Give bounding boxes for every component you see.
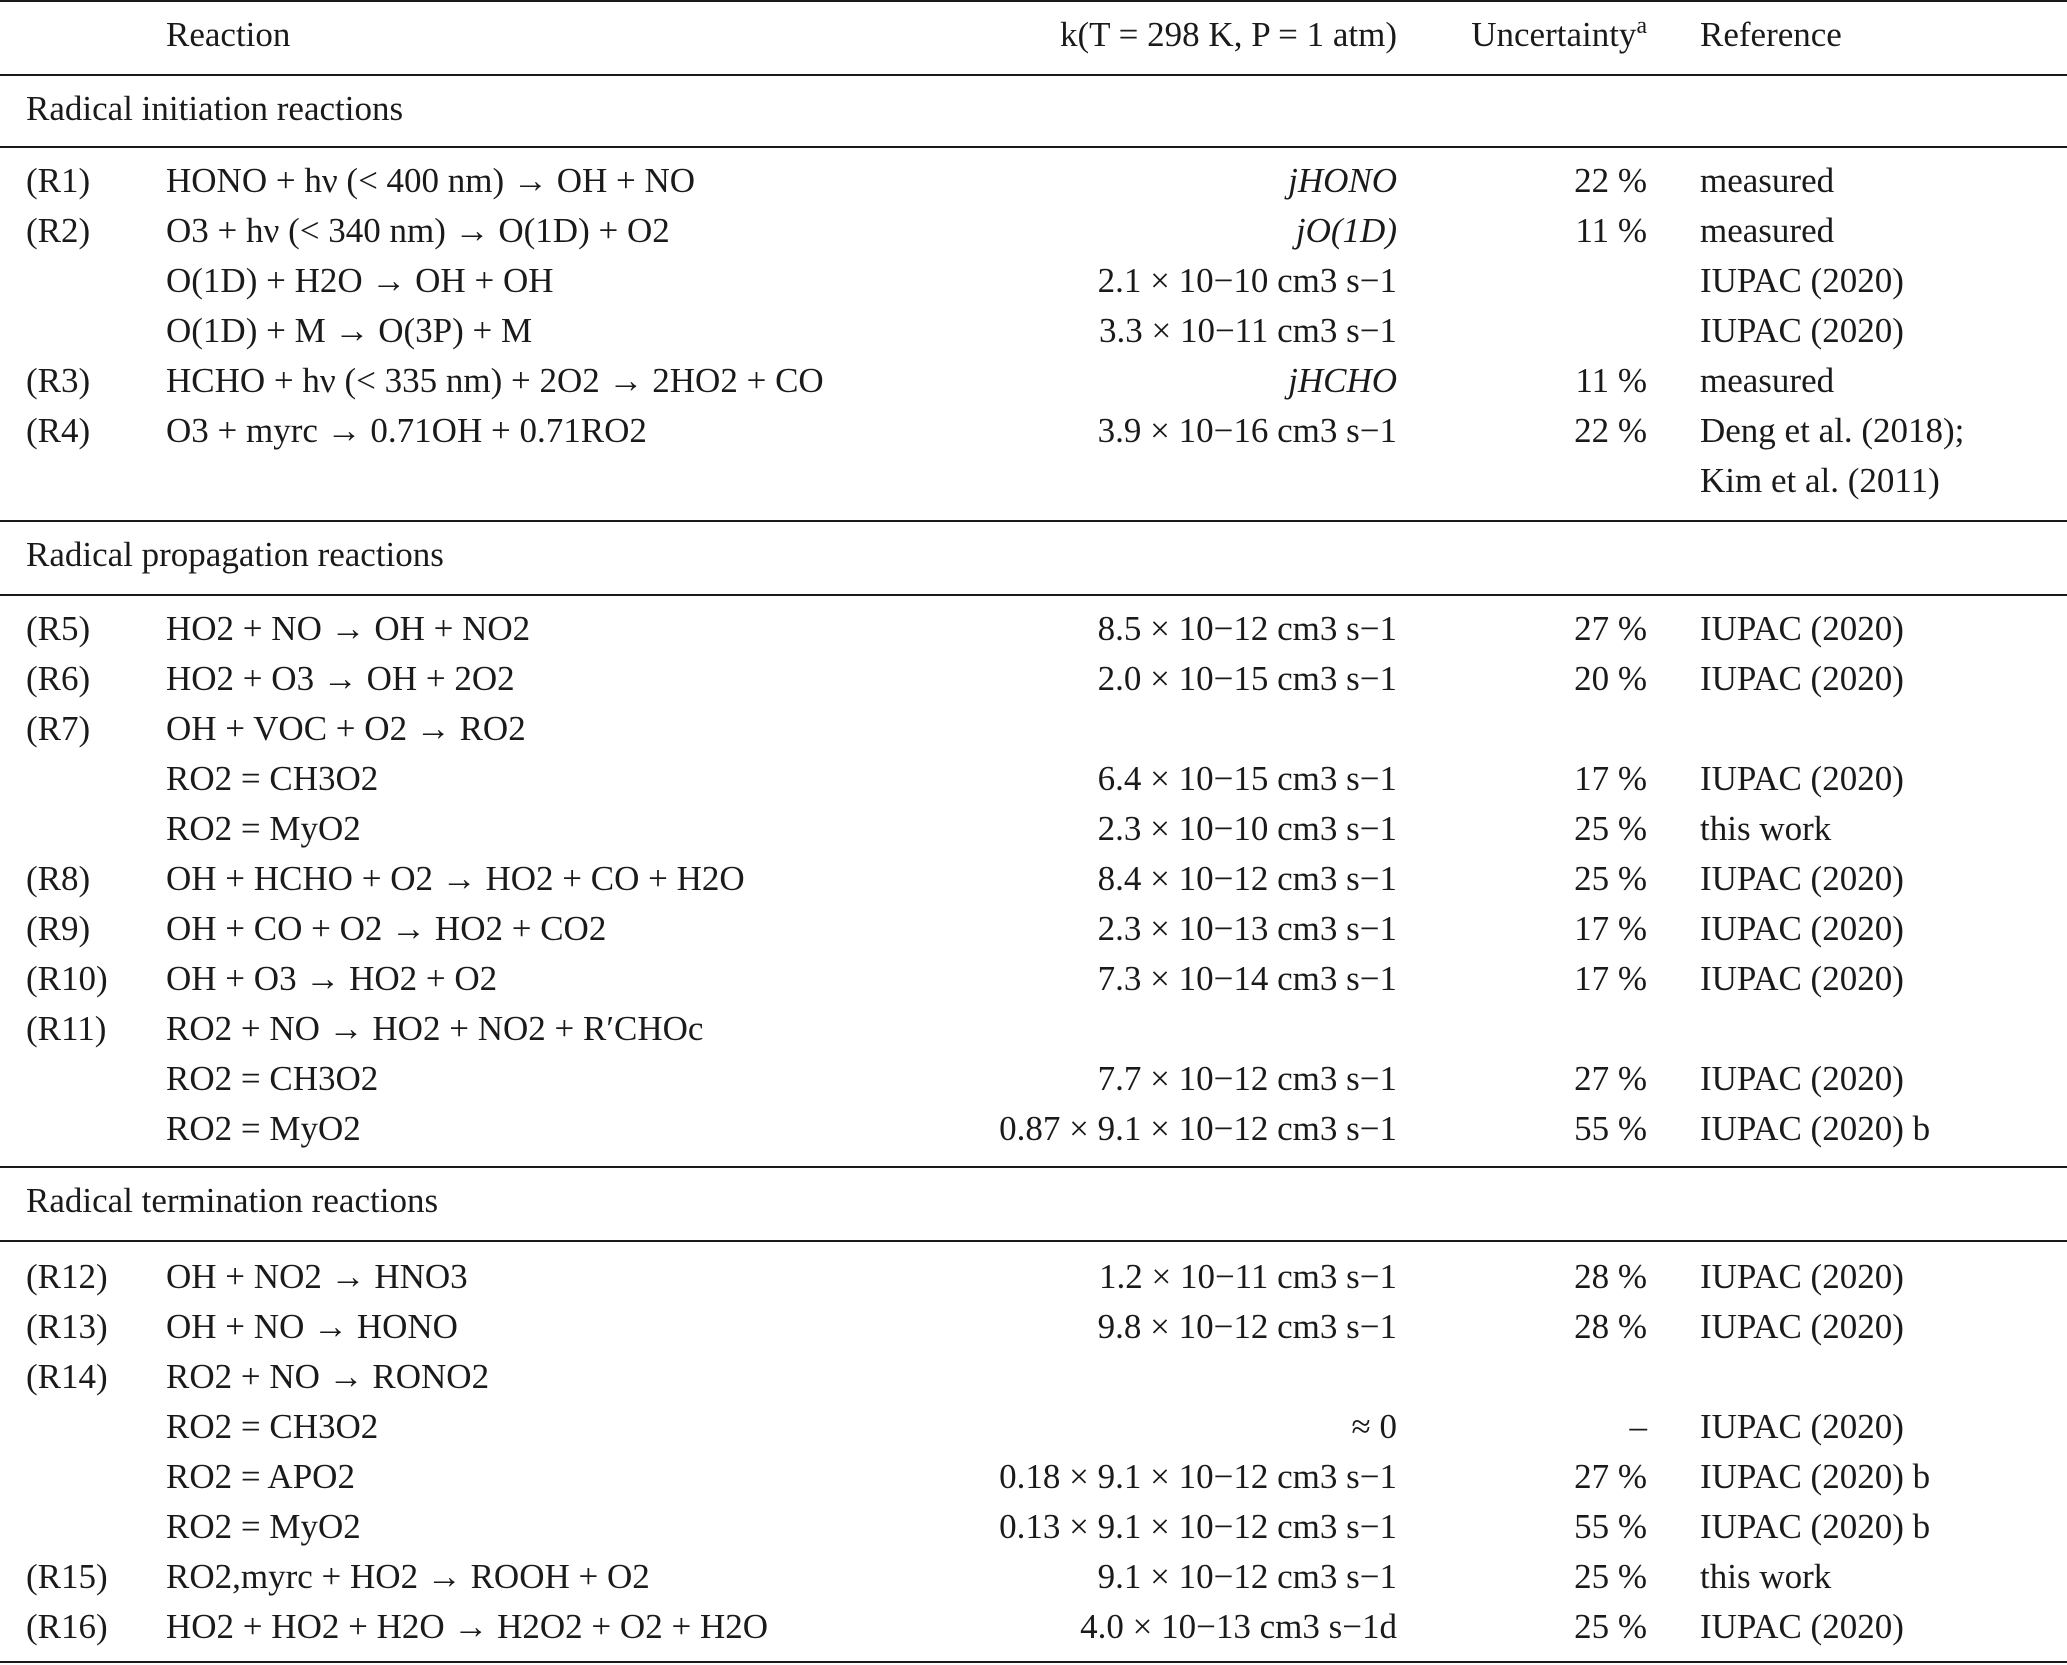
reference: IUPAC (2020) [1700,659,1904,698]
reaction-equation: O3 + hν (< 340 nm) → O(1D) + O2 [166,211,670,250]
uncertainty: 25 % [1574,809,1647,848]
rate-constant: 9.8 × 10−12 cm3 s−1 [1097,1307,1397,1346]
rate-constant: 3.3 × 10−11 cm3 s−1 [1098,311,1397,350]
reaction-id: (R6) [26,659,91,698]
rule-section [0,594,2067,596]
reference: measured [1700,161,1835,200]
table-header [0,10,2067,60]
reaction-equation: RO2 + NO → RONO2 [166,1357,490,1396]
section-title [0,530,2067,580]
uncertainty: 28 % [1574,1257,1647,1296]
reaction-id: (R16) [26,1607,108,1646]
rate-constant: 3.9 × 10−16 cm3 s−1 [1097,411,1397,450]
section-termination: Radical termination reactions [26,1181,439,1220]
reaction-id: (R11) [26,1009,107,1048]
rate-constant: 7.3 × 10−14 cm3 s−1 [1097,959,1397,998]
rule-section [0,1166,2067,1168]
reaction-equation: OH + CO + O2 → HO2 + CO2 [166,909,607,948]
uncertainty: 25 % [1574,1557,1647,1596]
uncertainty: 11 % [1575,361,1647,400]
reaction-equation: RO2 = MyO2 [166,809,361,848]
reaction-id: (R14) [26,1357,108,1396]
reaction-equation: OH + NO → HONO [166,1307,458,1346]
header-uncertainty-sup: a [1636,12,1647,39]
table-row [0,1402,2067,1452]
reference: IUPAC (2020) b [1700,1507,1931,1546]
table-row [0,1552,2067,1602]
header-reference: Reference [1700,15,1842,54]
reaction-equation: RO2 = CH3O2 [166,759,379,798]
rate-constant: 6.4 × 10−15 cm3 s−1 [1097,759,1397,798]
reference: IUPAC (2020) [1700,311,1904,350]
header-uncertainty [1471,10,1647,60]
reaction-equation: RO2 = MyO2 [166,1507,361,1546]
table-row [0,256,2067,306]
rate-constant: 8.5 × 10−12 cm3 s−1 [1097,609,1397,648]
table-row [0,1252,2067,1302]
reaction-id: (R15) [26,1557,108,1596]
table-row [0,1602,2067,1652]
uncertainty: 22 % [1574,411,1647,450]
rule-top [0,0,2067,2]
reference: IUPAC (2020) b [1700,1109,1931,1148]
uncertainty: 11 % [1575,211,1647,250]
uncertainty: 27 % [1574,1059,1647,1098]
reference: IUPAC (2020) [1700,1059,1904,1098]
rate-constant: 1.2 × 10−11 cm3 s−1 [1098,1257,1397,1296]
rate-constant: ≈ 0 [1351,1407,1397,1446]
reaction-equation: O(1D) + H2O → OH + OH [166,261,554,300]
reaction-id: (R7) [26,709,91,748]
header-reaction: Reaction [166,15,291,54]
reaction-id: (R4) [26,411,91,450]
table-row [0,206,2067,256]
section-initiation: Radical initiation reactions [26,89,404,128]
reaction-equation: RO2 = CH3O2 [166,1407,379,1446]
rule-section [0,520,2067,522]
reaction-id: (R5) [26,609,91,648]
table-row [0,406,2067,456]
table-row [0,1054,2067,1104]
rate-constant: 2.1 × 10−10 cm3 s−1 [1097,261,1397,300]
rate-constant: 0.18 × 9.1 × 10−12 cm3 s−1 [999,1457,1397,1496]
table-row [0,1302,2067,1352]
reaction-id: (R1) [26,161,91,200]
reference: Kim et al. (2011) [1700,461,1940,500]
uncertainty: 55 % [1574,1507,1647,1546]
uncertainty: 55 % [1574,1109,1647,1148]
rate-constant: 0.87 × 9.1 × 10−12 cm3 s−1 [999,1109,1397,1148]
uncertainty: 27 % [1574,1457,1647,1496]
table-row [0,754,2067,804]
reaction-equation: O(1D) + M → O(3P) + M [166,311,533,350]
rate-constant: jHONO [1288,161,1397,200]
uncertainty: 17 % [1574,759,1647,798]
reaction-equation: HCHO + hν (< 335 nm) + 2O2 → 2HO2 + CO [166,361,824,400]
rate-constant: 0.13 × 9.1 × 10−12 cm3 s−1 [999,1507,1397,1546]
rate-constant: 9.1 × 10−12 cm3 s−1 [1097,1557,1397,1596]
reaction-equation: RO2 + NO → HO2 + NO2 + R′CHOc [166,1009,704,1048]
reference: IUPAC (2020) [1700,1307,1904,1346]
reference: IUPAC (2020) [1700,759,1904,798]
section-title [0,1176,2067,1226]
reference: IUPAC (2020) [1700,261,1904,300]
reference: IUPAC (2020) [1700,959,1904,998]
reference: IUPAC (2020) [1700,1607,1904,1646]
rate-constant: 2.3 × 10−13 cm3 s−1 [1097,909,1397,948]
reaction-equation: OH + VOC + O2 → RO2 [166,709,526,748]
section-title [0,84,2067,134]
reaction-id: (R10) [26,959,108,998]
rule-section [0,146,2067,148]
rule-bottom [0,1661,2067,1663]
reaction-equation: OH + HCHO + O2 → HO2 + CO + H2O [166,859,745,898]
rate-constant: jHCHO [1288,361,1397,400]
table-row [0,1352,2067,1402]
reference: IUPAC (2020) [1700,909,1904,948]
reaction-id: (R8) [26,859,91,898]
rate-constant: 7.7 × 10−12 cm3 s−1 [1097,1059,1397,1098]
reference: Deng et al. (2018); [1700,411,1965,450]
reference: IUPAC (2020) [1700,1257,1904,1296]
reaction-id: (R9) [26,909,91,948]
reaction-equation: RO2,myrc + HO2 → ROOH + O2 [166,1557,650,1596]
rate-constant: 4.0 × 10−13 cm3 s−1d [1080,1607,1397,1646]
reaction-equation: O3 + myrc → 0.71OH + 0.71RO2 [166,411,647,450]
reaction-equation: HO2 + NO → OH + NO2 [166,609,531,648]
table-row [0,704,2067,754]
uncertainty: 25 % [1574,859,1647,898]
reaction-equation: HONO + hν (< 400 nm) → OH + NO [166,161,696,200]
table-row [0,854,2067,904]
reaction-id: (R12) [26,1257,108,1296]
table-row [0,1104,2067,1154]
table-row [0,456,2067,506]
table-row [0,356,2067,406]
reaction-equation: RO2 = MyO2 [166,1109,361,1148]
table-row [0,654,2067,704]
reaction-equation: OH + O3 → HO2 + O2 [166,959,498,998]
section-propagation: Radical propagation reactions [26,535,444,574]
reaction-id: (R2) [26,211,91,250]
reference: IUPAC (2020) [1700,859,1904,898]
uncertainty: 25 % [1574,1607,1647,1646]
table-row [0,1452,2067,1502]
uncertainty: 20 % [1574,659,1647,698]
header-rate-constant: k(T = 298 K, P = 1 atm) [1060,15,1397,54]
rule-section [0,1240,2067,1242]
table-row [0,156,2067,206]
reaction-equation: HO2 + HO2 + H2O → H2O2 + O2 + H2O [166,1607,768,1646]
rate-constant: 2.0 × 10−15 cm3 s−1 [1097,659,1397,698]
reference: IUPAC (2020) [1700,609,1904,648]
uncertainty: 17 % [1574,959,1647,998]
reaction-equation: HO2 + O3 → OH + 2O2 [166,659,515,698]
table-row [0,804,2067,854]
reaction-id: (R13) [26,1307,108,1346]
table-row [0,954,2067,1004]
uncertainty: 27 % [1574,609,1647,648]
reference: this work [1700,809,1832,848]
uncertainty: 22 % [1574,161,1647,200]
table-row [0,904,2067,954]
uncertainty: – [1629,1407,1647,1446]
reaction-equation: RO2 = CH3O2 [166,1059,379,1098]
rate-constant: jO(1D) [1295,211,1397,250]
uncertainty: 17 % [1574,909,1647,948]
reference: measured [1700,361,1835,400]
rate-constant: 2.3 × 10−10 cm3 s−1 [1097,809,1397,848]
reference: IUPAC (2020) b [1700,1457,1931,1496]
reaction-equation: RO2 = APO2 [166,1457,355,1496]
reference: IUPAC (2020) [1700,1407,1904,1446]
header-uncertainty-text: Uncertainty [1471,15,1637,54]
reaction-id: (R3) [26,361,91,400]
reference: measured [1700,211,1835,250]
rule-header [0,74,2067,76]
uncertainty: 28 % [1574,1307,1647,1346]
rate-constant: 8.4 × 10−12 cm3 s−1 [1097,859,1397,898]
table-row [0,306,2067,356]
reaction-equation: OH + NO2 → HNO3 [166,1257,468,1296]
table-row [0,1502,2067,1552]
table-row [0,604,2067,654]
table-row [0,1004,2067,1054]
reference: this work [1700,1557,1832,1596]
